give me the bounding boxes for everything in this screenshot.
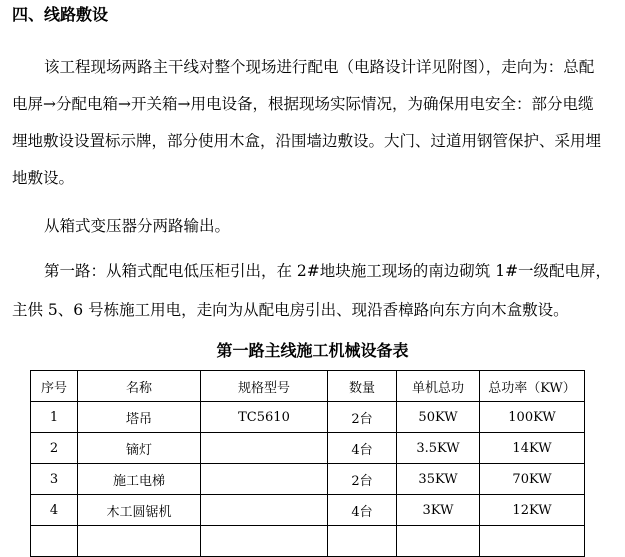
table-cell: 100KW (480, 402, 585, 433)
table-cell (78, 526, 201, 557)
table-cell: 3 (31, 464, 78, 495)
table-cell: 塔吊 (78, 402, 201, 433)
header-cell-unit-power: 单机总功 (397, 371, 480, 402)
table-cell: 12KW (480, 495, 585, 526)
table-cell: 1 (31, 402, 78, 433)
table-cell (328, 526, 397, 557)
header-cell-index: 序号 (31, 371, 78, 402)
paragraph-line: 主供 5、6 号栋施工用电，走向为从配电房引出、现沿香樟路向东方向木盒敷设。 (12, 301, 569, 319)
table-row (31, 495, 585, 526)
table-cell: 镝灯 (78, 433, 201, 464)
table-cell: 50KW (397, 402, 480, 433)
header-cell-model: 规格型号 (201, 371, 328, 402)
header-cell-name: 名称 (78, 371, 201, 402)
header-cell-total-power: 总功率（KW） (480, 371, 585, 402)
table-row (31, 402, 585, 433)
equipment-table (30, 370, 585, 557)
table-cell: 施工电梯 (78, 464, 201, 495)
table-cell: 70KW (480, 464, 585, 495)
table-cell: 4台 (328, 433, 397, 464)
table-cell (201, 495, 328, 526)
table-cell: 4 (31, 495, 78, 526)
paragraph-line: 电屏→分配电箱→开关箱→用电设备，根据现场实际情况，为确保用电安全：部分电缆 (12, 95, 594, 113)
table-row (31, 464, 585, 495)
header-cell-quantity: 数量 (328, 371, 397, 402)
paragraph-line: 第一路：从箱式配电低压柜引出，在 2#地块施工现场的南边砌筑 1#一级配电屏， (44, 262, 612, 280)
table-row (31, 433, 585, 464)
paragraph-line: 从箱式变压器分两路输出。 (44, 217, 231, 235)
table-cell: 2 (31, 433, 78, 464)
table-cell (31, 526, 78, 557)
table-cell: 木工圆锯机 (78, 495, 201, 526)
table-cell: 4台 (328, 495, 397, 526)
table-cell: 35KW (397, 464, 480, 495)
table-cell (480, 526, 585, 557)
table-cell (201, 433, 328, 464)
table-cell (397, 526, 480, 557)
table-header-row (31, 371, 585, 402)
table-title: 第一路主线施工机械设备表 (216, 341, 409, 360)
table-cell: TC5610 (201, 402, 328, 433)
paragraph-line: 地敷设。 (12, 169, 75, 187)
table-cell (201, 464, 328, 495)
table-cell: 2台 (328, 402, 397, 433)
table-cell: 2台 (328, 464, 397, 495)
section-heading: 四、线路敷设 (12, 5, 109, 24)
table-cell: 3KW (397, 495, 480, 526)
paragraph-line: 该工程现场两路主干线对整个现场进行配电（电路设计详见附图），走向为：总配 (44, 58, 595, 76)
table-row (31, 526, 585, 557)
table-cell: 14KW (480, 433, 585, 464)
paragraph-line: 埋地敷设设置标示牌，部分使用木盒，沿围墙边敷设。大门、过道用钢管保护、采用埋 (12, 132, 602, 150)
table-cell: 3.5KW (397, 433, 480, 464)
table-cell (201, 526, 328, 557)
